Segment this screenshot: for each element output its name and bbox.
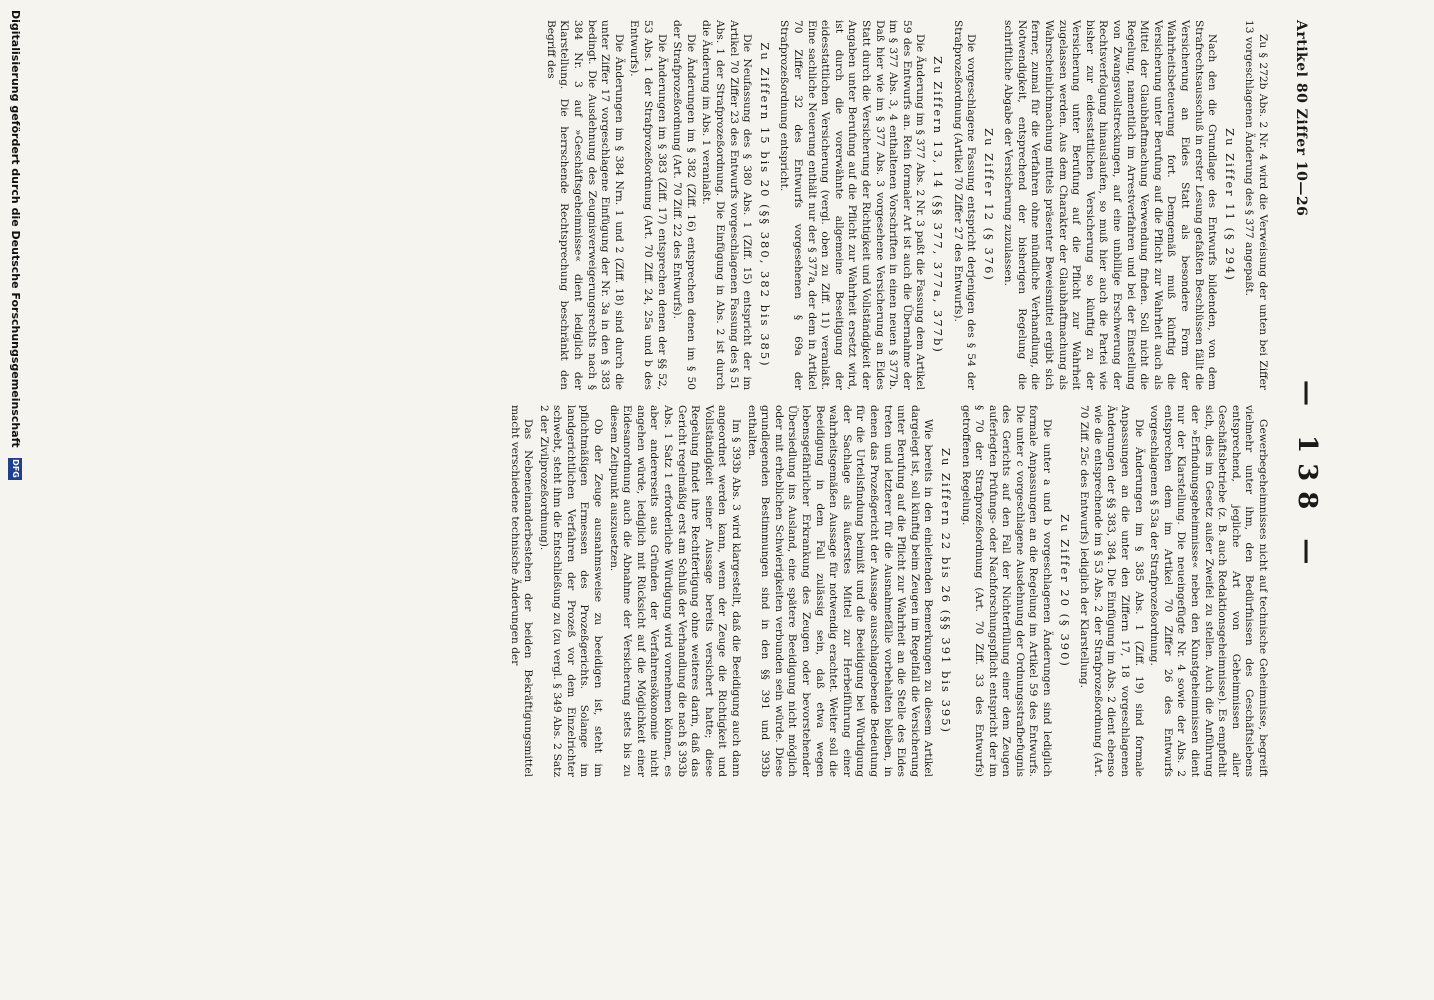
digitization-credit — [8, 10, 22, 990]
text-column-right — [505, 405, 1269, 777]
page-number: — 138 — — [1292, 380, 1322, 575]
paragraph: Die Änderungen im § 384 Nrn. 1 und 2 (Ziff. 18) sind durch die unter Ziffer 17 vorgeschlagene Einfügung der Nr. 3a in den § 383 bedingt. Die Ausdehnung des Zeugnisverweigerungsrechts nach § 384 Nr. 3 auf »Geschäftsgeheimnisse« dient lediglich der Klarstellung. Die herrschende Rechtsprechung beschränkt den Begriff des — [544, 20, 625, 390]
section-heading: Zu Ziffern 15 bis 20 (§§ 380, 382 bis 385) — [757, 42, 772, 368]
credit-text: Digitalisierung gefördert durch die Deutsche Forschungsgemeinschaft — [9, 10, 22, 448]
paragraph: Die Änderungen im § 385 Abs. 1 (Ziff. 19) sind formale Anpassungen an die unter den Ziffern 17, 18 vorgeschlagenen Änderungen der §§ 383, 384. Die Einfügung im Abs. 2 dient ebenso wie die entsprechende im § 53 Abs. 2 der Strafprozeßordnung (Art. 70 Ziff. 25c des Entwurfs) lediglich der Klarstellung. — [1078, 405, 1145, 777]
paragraph: Die unter a und b vorgeschlagenen Änderungen sind lediglich formale Anpassungen an die Regelung im Artikel 59 des Entwurfs. Die unter c vorgeschlagene Ausdehnung der Ordnungsstrafbefugnis des Gerichts auf den Fall der Nichterfüllung einer dem Zeugen auferlegten Prüfungs- oder Nachforschungspflicht entspricht der im § 70 der Strafprozeßordnung (Art. 70 Ziff. 33 des Entwurfs) getroffenen Regelung. — [959, 405, 1054, 777]
section-heading: Zu Ziffer 20 (§ 390) — [1057, 514, 1072, 668]
running-header: Artikel 80 Ziffer 10—26 — [1293, 20, 1309, 217]
text-column-left — [541, 20, 1269, 390]
paragraph: Die Änderungen im § 383 (Ziff. 17) entsprechen denen der §§ 52, 53 Abs. 1 der Strafprozeßordnung (Art. 70 Ziff. 24, 25a und b des Entwurfs). — [628, 20, 668, 390]
paragraph: Die Änderung im § 377 Abs. 2 Nr. 3 paßt die Fassung dem Artikel 59 des Entwurfs an. Rein formaler Art ist auch die Übernahme der im § 377 Abs. 3, 4 enthaltenen Vorschriften in einen neuen § 377b. Daß hier wie im § 377 Abs. 3 vorgesehene Versicherung an Eides Statt durch die Versicherung der Richtigkeit und Vollständigkeit der Angaben unter Berufung auf die Pflicht zur Wahrheit ersetzt wird, ist durch die vorerwähnte allgemeine Beseitigung der eidesstattlichen Versicherung (vergl. oben zu Ziff. 11) veranlaßt. Eine sachliche Neuerung enthält nur der § 377a, der dem in Artikel 70 Ziffer 32 des Entwurfs vorgesehenen § 69a der Strafprozeßordnung entspricht. — [778, 20, 927, 390]
section-heading: Zu Ziffer 12 (§ 376) — [981, 128, 996, 282]
paragraph: Ob der Zeuge ausnahmsweise zu beeidigen ist, steht im pflichtmäßigen Ermessen des Prozeßgerichts. Solange im landgerichtlichen Verfahren der Prozeß vor dem Einzelrichter schwebt, steht ihm die Entschließung zu (zu vergl. § 349 Abs. 2 Satz 2 der Zivilprozeßordnung). — [537, 405, 605, 777]
paragraph: Die vorgeschlagene Fassung entspricht derjenigen des § 54 der Strafprozeßordnung (Artikel 70 Ziffer 27 des Entwurfs). — [951, 20, 978, 390]
paragraph: Die Neufassung des § 380 Abs. 1 (Ziff. 15) entspricht der im Artikel 70 Ziffer 23 des Entwurfs vorgeschlagenen Fassung des § 51 Abs. 1 der Strafprozeßordnung. Die Einfügung in Abs. 2 ist durch die Änderung im Abs. 1 veranlaßt. — [700, 20, 754, 390]
paragraph: Gewerbegeheimnisses nicht auf technische Geheimnisse, begreift vielmehr unter ihm, den Bedürfnissen des Geschäftslebens entsprechend, jegliche Art von Geheimnissen aller Geschäftsbetriebe (z. B. auch Redaktionsgeheimnisse). Es empfiehlt sich, dies im Gesetz außer Zweifel zu stellen. Auch die Anführung der »Erfindungsgeheimnisse« neben den Kunstgeheimnissen dient nur der Klarstellung. Die neueingefügte Nr. 4 sowie der Abs. 2 entsprechen dem im Artikel 70 Ziffer 26 des Entwurfs vorgeschlagenen § 53a der Strafprozeßordnung. — [1148, 405, 1269, 777]
section-heading: Zu Ziffern 22 bis 26 (§§ 391 bis 395) — [938, 447, 953, 735]
section-heading: Zu Ziffern 13, 14 (§§ 377, 377a, 377b) — [930, 56, 945, 354]
paragraph: Zu § 272b Abs. 2 Nr. 4 wird die Verweisung der unten bei Ziffer 13 vorgeschlagenen Änderung des § 377 angepaßt. — [1243, 20, 1269, 390]
paragraph: Im § 393b Abs. 3 wird klargestellt, daß die Beeidigung auch dann angeordnet werden kann, wenn der Zeuge die Richtigkeit und Vollständigkeit seiner Aussage bereits versichert hatte; diese Regelung findet ihre Rechtfertigung ohne weiteres darin, daß das Gericht regelmäßig erst am Schluß der Verhandlung die nach § 393b Abs. 1 Satz 1 erforderliche Würdigung wird vornehmen können, es aber andererseits aus Gründen der Verfahrensökonomie nicht angehen würde, lediglich mit Rücksicht auf die Möglichkeit einer Eidesanordnung auch die Abnahme der Versicherung stets bis zu diesem Zeitpunkt auszusetzen. — [607, 405, 743, 777]
section-heading: Zu Ziffer 11 (§ 294) — [1222, 128, 1237, 282]
paragraph: Wie bereits in den einleitenden Bemerkungen zu diesem Artikel dargelegt ist, soll künftig beim Zeugen im Regelfall die Versicherung unter Berufung auf die Pflicht zur Wahrheit an die Stelle des Eides treten und letzterer für die Ausnahmefälle vorbehalten bleiben, in denen das Prozeßgericht der Aussage ausschlaggebende Bedeutung für die Urteilsfindung beimißt und die Beeidigung bei Würdigung der Sachlage als äußerstes Mittel zur Herbeiführung einer wahrheitsgemäßen Aussage für notwendig erachtet. Weiter soll die Beeidigung in dem Fall zulässig sein, daß etwa wegen lebensgefährlicher Erkrankung des Zeugen oder bevorstehender Übersiedlung ins Ausland, eine spätere Beeidigung nicht möglich oder mit erheblichen Schwierigkeiten verbunden sein würde. Diese grundlegenden Bestimmungen sind in den §§ 391 und 393b enthalten. — [745, 405, 935, 777]
dfg-logo: DFG — [8, 458, 22, 480]
paragraph: Die Änderungen im § 382 (Ziff. 16) entsprechen denen im § 50 der Strafprozeßordnung (Art. 70 Ziff. 22 des Entwurfs). — [671, 20, 697, 390]
paragraph: Das Nebeneinanderbestehen der beiden Bekräftigungsmittel macht verschiedene technische Änderungen der — [508, 405, 535, 777]
paragraph: Nach den die Grundlage des Entwurfs bildenden, von dem Strafrechtsausschuß in erster Lesung gefaßten Beschlüssen fällt die Versicherung an Eides Statt als besondere Form der Wahrheitsbeteuerung fort. Demgemäß muß künftig die Versicherung unter Berufung auf die Pflicht zur Wahrheit auch als Mittel der Glaubhaftmachung Verwendung finden. Soll nicht die Regelung, namentlich im Arrestverfahren und bei der Einstellung von Zwangsvollstreckungen, auf eine unbillige Erschwerung der Rechtsverfolgung hinauslaufen, so muß hier auch die Partei wie bisher zur eidesstattlichen Versicherung so künftig zu der Versicherung unter Berufung auf die Pflicht zur Wahrheit zugelassen werden. Aus dem Charakter der Glaubhaftmachung als Wahrscheinlichmachung mittels präsenter Beweismittel ergibt sich ferner, zumal für die Verfahren ohne mündliche Verhandlung, die Notwendigkeit, entsprechend der bisherigen Regelung die schriftliche Abgabe der Versicherung zuzulassen. — [1002, 20, 1219, 390]
